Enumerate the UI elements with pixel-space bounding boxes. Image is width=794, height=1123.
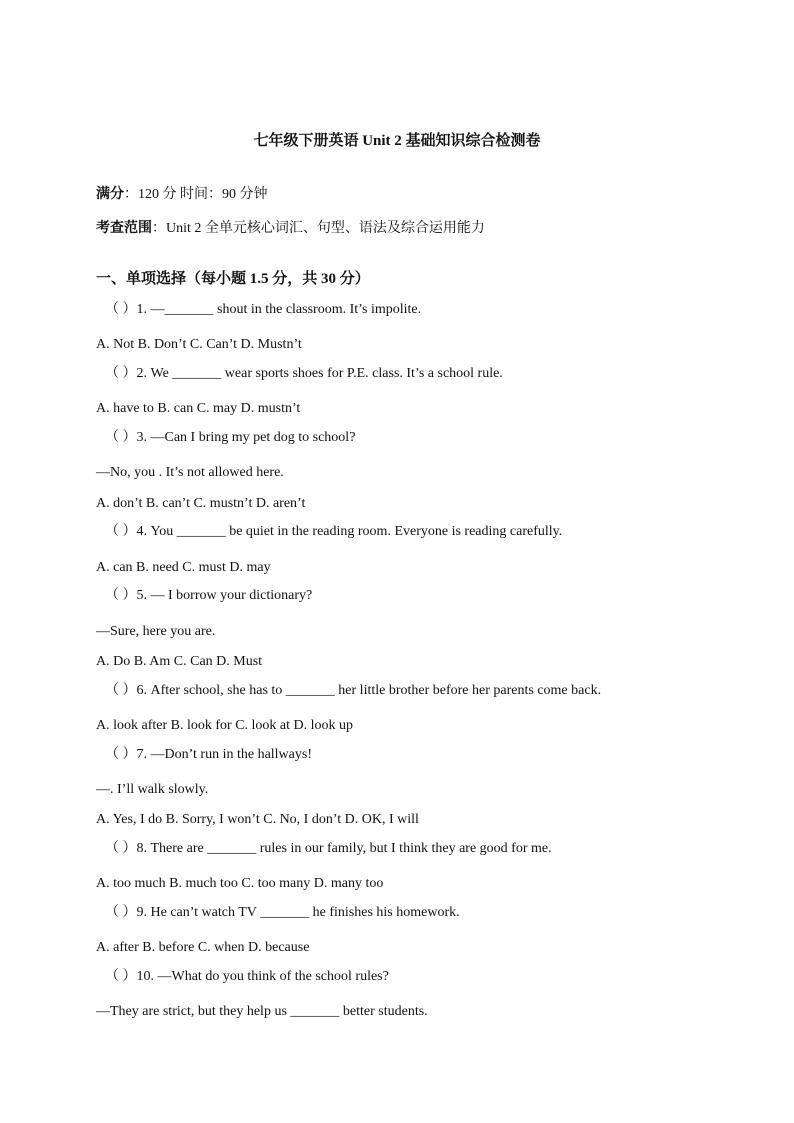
scope-value: ：Unit 2 全单元核心词汇、句型、语法及综合运用能力 — [152, 221, 485, 236]
question-3: （ ）3. —Can I bring my pet dog to school? — [105, 430, 356, 445]
question-9: （ ）9. He can’t watch TV _______ he finishes his homework. — [105, 905, 460, 920]
section-heading: 一、单项选择（每小题 1.5 分，共 30 分） — [96, 271, 370, 287]
question-5-answer-line: —Sure, here you are. — [96, 624, 216, 639]
scope-info — [96, 221, 485, 237]
question-8-options: A. too much B. much too C. too many D. many too — [96, 876, 384, 891]
question-3-answer-line: —No, you . It’s not allowed here. — [96, 465, 284, 480]
question-7-answer-line: —. I’ll walk slowly. — [96, 782, 209, 797]
question-6-options: A. look after B. look for C. look at D. look up — [96, 718, 354, 733]
scope-label: 考查范围 — [96, 221, 152, 236]
score-value: ：120 分 时间：90 分钟 — [124, 187, 268, 202]
question-2-options: A. have to B. can C. may D. mustn’t — [96, 401, 301, 416]
question-8: （ ）8. There are _______ rules in our family, but I think they are good for me. — [105, 841, 552, 856]
page-title: 七年级下册英语 Unit 2 基础知识综合检测卷 — [253, 133, 541, 149]
question-5-options: A. Do B. Am C. Can D. Must — [96, 654, 263, 669]
question-10-answer-line: —They are strict, but they help us _______ better students. — [96, 1004, 428, 1019]
question-6: （ ）6. After school, she has to _______ her little brother before her parents come back. — [105, 683, 602, 698]
question-4: （ ）4. You _______ be quiet in the reading room. Everyone is reading carefully. — [105, 524, 563, 539]
question-1-options: A. Not B. Don’t C. Can’t D. Mustn’t — [96, 337, 302, 352]
question-1: （ ）1. —_______ shout in the classroom. It’s impolite. — [105, 302, 422, 317]
question-9-options: A. after B. before C. when D. because — [96, 940, 310, 955]
question-3-options: A. don’t B. can’t C. mustn’t D. aren’t — [96, 496, 306, 511]
question-4-options: A. can B. need C. must D. may — [96, 560, 271, 575]
question-2: （ ）2. We _______ wear sports shoes for P.E. class. It’s a school rule. — [105, 366, 503, 381]
score-label: 满分 — [96, 187, 124, 202]
question-10: （ ）10. —What do you think of the school rules? — [105, 969, 389, 984]
score-info — [96, 187, 268, 203]
question-7-options: A. Yes, I do B. Sorry, I won’t C. No, I don’t D. OK, I will — [96, 812, 419, 827]
question-5: （ ）5. — I borrow your dictionary? — [105, 588, 313, 603]
question-7: （ ）7. —Don’t run in the hallways! — [105, 747, 312, 762]
